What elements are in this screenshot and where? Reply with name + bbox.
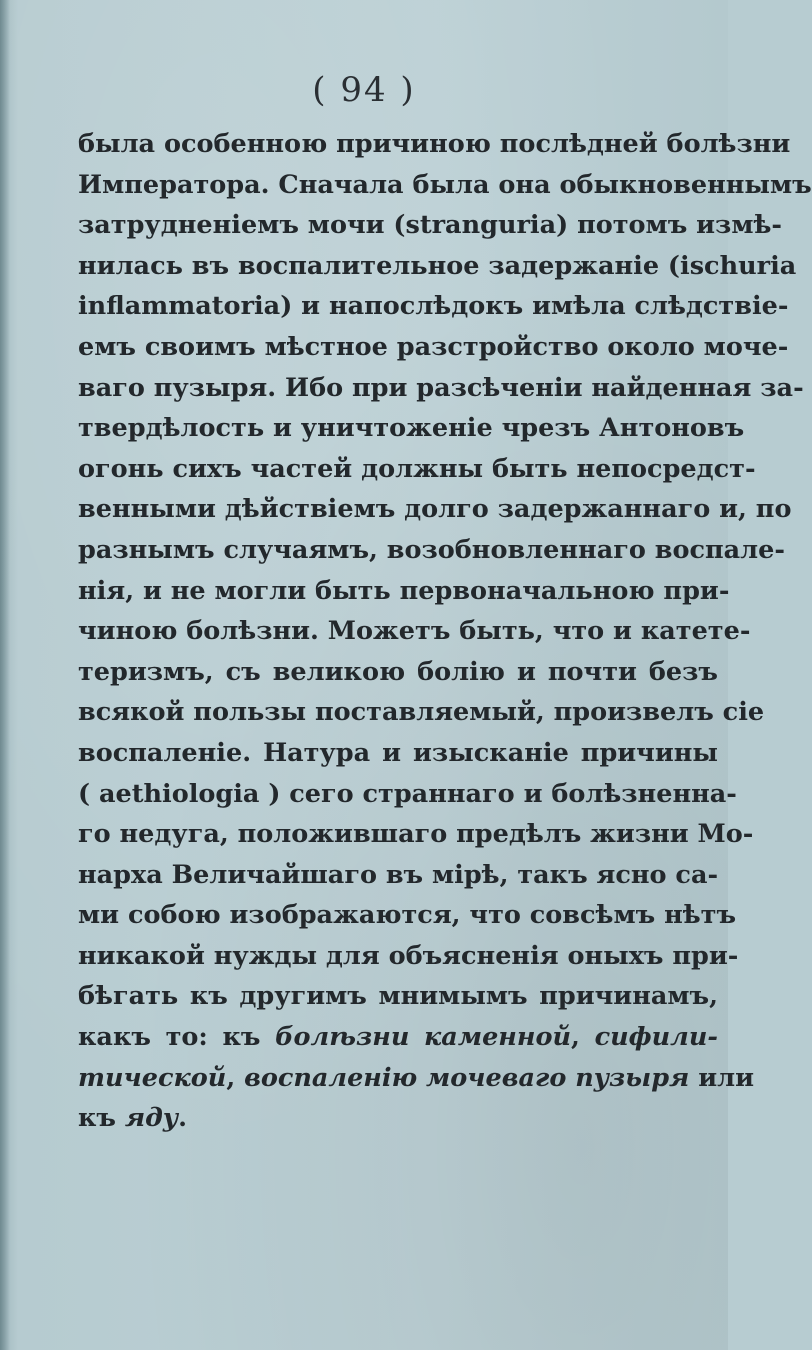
text-run: . [178,1103,188,1134]
text-line [78,530,785,571]
text-line [78,408,745,449]
page-binding-shadow [0,0,10,1350]
body-text [78,124,812,1139]
text-run: воспаленіе. Натура и изысканіе причины [78,737,718,768]
text-run: или [689,1062,755,1093]
italic-text-run: яду [124,1103,179,1134]
text-run: бѣгать къ другимъ мнимымъ причинамъ, [78,981,718,1012]
text-run: какъ то: къ [78,1022,276,1053]
text-run: твердѣлость и уничтоженіе чрезъ Антоновъ [78,413,745,444]
text-line [78,246,797,287]
text-line [78,1098,718,1139]
text-run: нарха Величайшаго въ мірѣ, такъ ясно са- [78,859,719,890]
text-line [78,814,754,855]
text-run: всякой пользы поставляемый, произвелъ сіе [78,697,765,728]
text-line [78,489,792,530]
text-line [78,205,782,246]
text-run: емъ своимъ мѣстное разстройство около моче- [78,331,789,362]
text-line [78,286,789,327]
text-run: ( aethiologia ) сего страннаго и болѣзненна- [78,778,737,809]
text-run: ми собою изображаются, что совсѣмъ нѣтъ [78,900,737,931]
text-line [78,733,718,774]
text-line [78,571,730,612]
text-line [78,976,718,1017]
text-line [78,895,737,936]
text-line [78,855,718,896]
italic-text-run: воспаленію мочеваго пузыря [244,1062,690,1093]
text-run: inflammatoria) и напослѣдокъ имѣла слѣдствіе- [78,291,789,322]
italic-text-run: болѣзни каменной [275,1022,572,1053]
text-line [78,165,812,206]
italic-text-run: тической [78,1062,227,1093]
text-run: , [571,1022,595,1053]
text-run: нія, и не могли быть первоначальною при- [78,575,730,606]
page-number: ( 94 ) [312,70,416,110]
text-run: чиною болѣзни. Можетъ быть, что и катете- [78,616,751,647]
text-run: венными дѣйствіемъ долго задержаннаго и, по [78,494,792,525]
text-run: огонь сихъ частей должны быть непосредст- [78,453,756,484]
text-run: теризмъ, съ великою болію и почти безъ [78,656,718,687]
text-line [78,611,751,652]
text-line [78,1058,755,1099]
text-run: разнымъ случаямъ, возобновленнаго воспале- [78,534,785,565]
text-run: была особенною причиною послѣдней болѣзни [78,129,791,159]
text-run: , [226,1062,245,1093]
text-line [78,1017,718,1058]
text-line [78,124,791,165]
text-run: го недуга, положившаго предѣлъ жизни Мо- [78,819,754,850]
text-run: никакой нужды для объясненія оныхъ при- [78,940,739,971]
text-line [78,936,739,977]
text-line [78,774,737,815]
text-line [78,449,756,490]
text-run: ваго пузыря. Ибо при разсѣченіи найденная за- [78,372,804,403]
italic-text-run: сифили- [594,1022,718,1053]
text-line [78,368,804,409]
text-run: Императора. Сначала была она обыкновеннымъ [78,169,812,200]
text-run: затрудненіемъ мочи (stranguria) потомъ измѣ- [78,210,782,241]
text-run: къ [78,1103,125,1134]
text-line [78,652,718,693]
text-run: нилась въ воспалительное задержаніе (ischuria [78,250,797,281]
text-line [78,327,789,368]
text-line [78,692,765,733]
